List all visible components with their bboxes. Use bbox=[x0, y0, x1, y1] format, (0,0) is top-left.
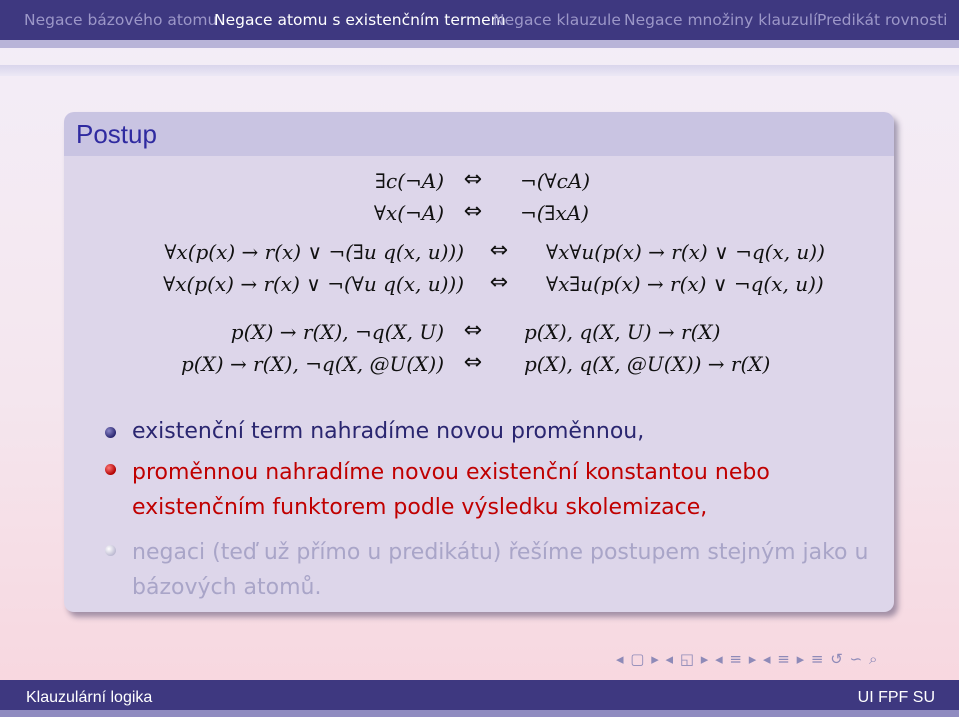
bullet-done bbox=[105, 427, 116, 438]
equivalence-arrow: ⇔ bbox=[463, 167, 483, 192]
equivalence-arrow: ⇔ bbox=[489, 238, 509, 263]
footer-stripe bbox=[0, 710, 959, 717]
formula-left: ∀x(p(x) → r(x) ∨ ¬(∃u q(x, u))) bbox=[164, 240, 464, 264]
formula-left: ∀x(p(x) → r(x) ∨ ¬(∀u q(x, u))) bbox=[163, 272, 464, 296]
formula-right: ¬(∀cA) bbox=[520, 169, 591, 193]
formula-left: p(X) → r(X), ¬q(X, U) bbox=[230, 320, 444, 344]
footer-bar bbox=[0, 680, 959, 717]
footer-title: Klauzulární logika bbox=[26, 689, 153, 706]
list-item-done: existenční term nahradíme novou proměnnou, bbox=[132, 419, 645, 444]
formula-left: ∃c(¬A) bbox=[375, 169, 444, 193]
tab-negace-bazoveho-atomu[interactable]: Negace bázového atomu bbox=[24, 11, 218, 29]
equivalence-arrow: ⇔ bbox=[463, 199, 483, 224]
formula-right: p(X), q(X, U) → r(X) bbox=[524, 320, 721, 344]
top-navigation-bar bbox=[0, 0, 959, 40]
formula-right: ∀x∃u(p(x) → r(x) ∨ ¬q(x, u)) bbox=[546, 272, 824, 296]
list-item-pending: negaci (teď už přímo u predikátu) řešíme postupem stejným jako u bázových atomů. bbox=[132, 540, 869, 600]
equivalence-arrow: ⇔ bbox=[463, 318, 483, 343]
block-title: Postup bbox=[64, 112, 894, 156]
formula-left: p(X) → r(X), ¬q(X, @U(X)) bbox=[180, 352, 444, 376]
tab-negace-klauzule[interactable]: Negace klauzule bbox=[493, 11, 621, 29]
header-stripe bbox=[0, 40, 959, 48]
header-subtitle-bar bbox=[0, 65, 959, 76]
bullet-pending bbox=[105, 545, 116, 556]
tab-negace-mnoziny-klauzuli[interactable]: Negace množiny klauzulí bbox=[624, 11, 818, 29]
equivalence-arrow: ⇔ bbox=[463, 350, 483, 375]
postup-block bbox=[64, 112, 894, 612]
equivalence-arrow: ⇔ bbox=[489, 270, 509, 295]
footer-institution: UI FPF SU bbox=[857, 689, 935, 706]
list-item-current: proměnnou nahradíme novou existenční konstantou nebo existenčním funktorem podle výsledku skolemizace, bbox=[132, 460, 770, 520]
formula-right: p(X), q(X, @U(X)) → r(X) bbox=[524, 352, 771, 376]
beamer-navigation-icons[interactable]: ◂ ▢ ▸ ◂ ◱ ▸ ◂ ≡ ▸ ◂ ≡ ▸ ≡ ↺ ∽ ⌕ bbox=[616, 650, 879, 668]
tab-negace-atomu-s-existencnim-termem[interactable]: Negace atomu s existenčním termem bbox=[214, 11, 506, 29]
formula-right: ¬(∃xA) bbox=[520, 201, 589, 225]
formula-right: ∀x∀u(p(x) → r(x) ∨ ¬q(x, u)) bbox=[546, 240, 825, 264]
tab-predikat-rovnosti[interactable]: Predikát rovnosti bbox=[817, 11, 948, 29]
bullet-current bbox=[105, 464, 116, 475]
formula-left: ∀x(¬A) bbox=[373, 201, 444, 225]
